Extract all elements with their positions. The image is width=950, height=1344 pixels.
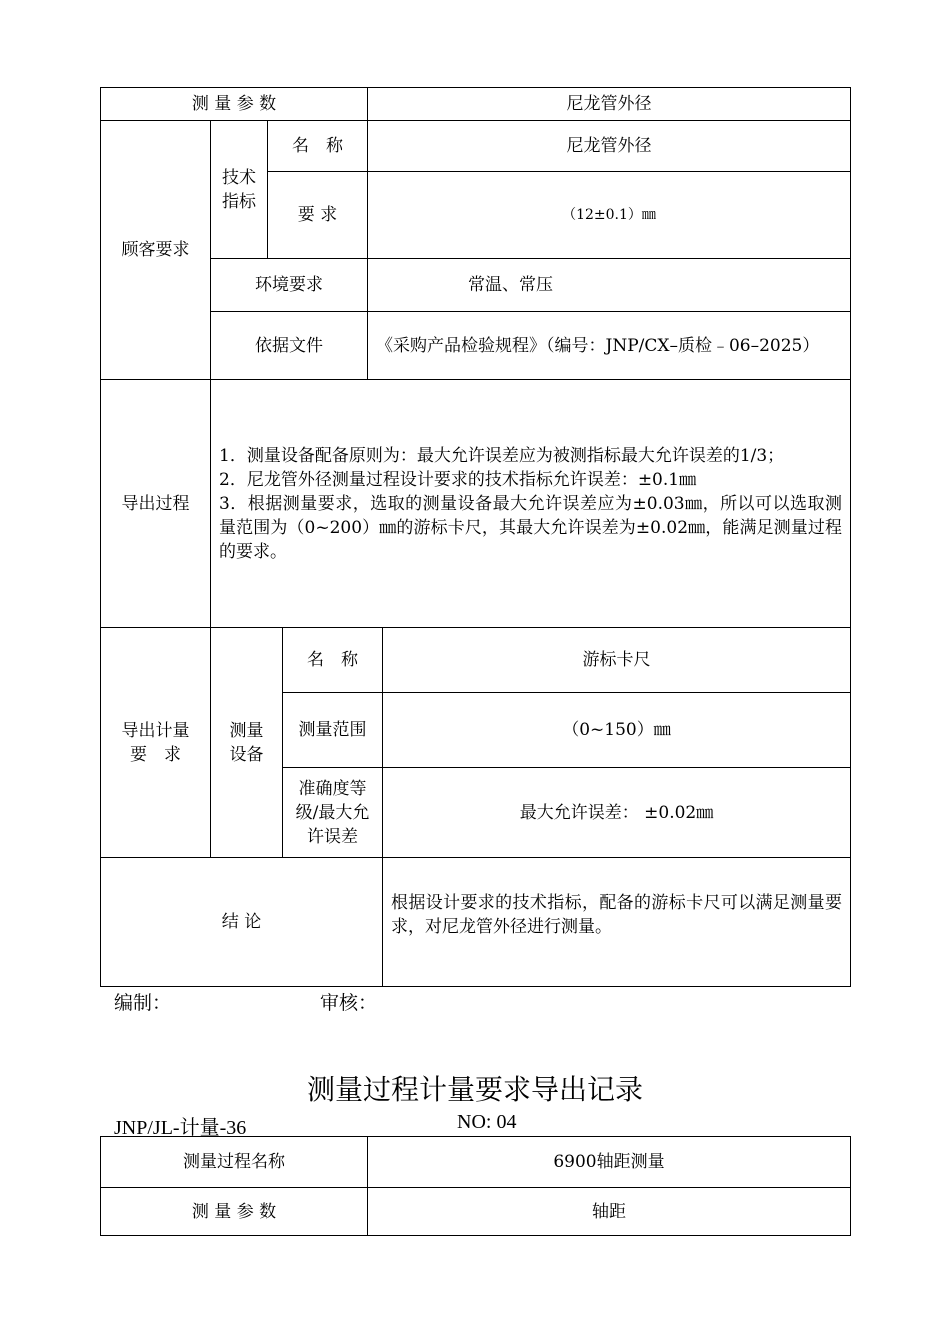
name-value: 尼龙管外径 bbox=[367, 120, 851, 172]
param-value-2: 轴距 bbox=[367, 1187, 851, 1236]
derive-text bbox=[219, 444, 842, 564]
reviewed-by-label: 审核： bbox=[320, 992, 378, 1014]
eq-name-label: 名 称 bbox=[282, 627, 383, 693]
equipment-line-1: 测量 bbox=[229, 720, 264, 741]
basis-value-text: 《采购产品检验规程》（编号：JNP/CX–质检﹣06–2025） bbox=[376, 335, 820, 356]
eq-accuracy-line-2: 级/最大允 bbox=[295, 802, 370, 823]
eq-accuracy-label bbox=[282, 767, 383, 858]
param-label: 测 量 参 数 bbox=[100, 87, 368, 121]
conclusion-label: 结 论 bbox=[100, 857, 383, 987]
basis-value bbox=[367, 311, 851, 380]
basis-label: 依据文件 bbox=[210, 311, 368, 380]
metro-req-line-2: 要 求 bbox=[130, 744, 181, 765]
record-number: NO: 04 bbox=[457, 1111, 517, 1133]
req-value: （12±0.1）㎜ bbox=[367, 171, 851, 259]
eq-name-value: 游标卡尺 bbox=[382, 627, 851, 693]
param-value: 尼龙管外径 bbox=[367, 87, 851, 121]
env-value-text: 常温、常压 bbox=[468, 275, 553, 295]
derive-item-3: 3．根据测量要求，选取的测量设备最大允许误差应为±0.03㎜，所以可以选取测量范围为（0~200）㎜的游标卡尺，其最大允许误差为±0.02㎜，能满足测量过程的要求。 bbox=[219, 493, 842, 562]
env-value bbox=[367, 258, 851, 312]
compiled-by-label: 编制： bbox=[114, 992, 172, 1014]
eq-range-value: （0~150）㎜ bbox=[382, 692, 851, 768]
conclusion-value-box bbox=[382, 857, 851, 987]
equipment-line-2: 设备 bbox=[229, 744, 264, 765]
doc-code: JNP/JL-计量-36 bbox=[114, 1117, 247, 1139]
eq-accuracy-line-3: 许误差 bbox=[307, 826, 358, 847]
req-label: 要 求 bbox=[267, 171, 368, 259]
metro-req-line-1: 导出计量 bbox=[121, 720, 190, 741]
conclusion-value: 根据设计要求的技术指标，配备的游标卡尺可以满足测量要求，对尼龙管外径进行测量。 bbox=[391, 893, 842, 937]
param-label-2: 测 量 参 数 bbox=[100, 1187, 368, 1236]
record-title: 测量过程计量要求导出记录 bbox=[306, 1073, 643, 1106]
eq-accuracy-value: 最大允许误差： ±0.02㎜ bbox=[382, 767, 851, 858]
derive-text-box bbox=[210, 379, 851, 628]
eq-accuracy-line-1: 准确度等 bbox=[298, 778, 367, 799]
tech-index-line-2: 指标 bbox=[222, 191, 256, 212]
env-label: 环境要求 bbox=[210, 258, 368, 312]
tech-index-label bbox=[210, 120, 268, 259]
derive-item-1: 1．测量设备配备原则为：最大允许误差应为被测指标最大允许误差的1/3； bbox=[219, 445, 785, 466]
process-name-label: 测量过程名称 bbox=[100, 1136, 368, 1188]
metro-req-label bbox=[100, 627, 211, 858]
name-label: 名 称 bbox=[267, 120, 368, 172]
customer-req-label: 顾客要求 bbox=[100, 120, 211, 380]
equipment-label bbox=[210, 627, 283, 858]
tech-index-line-1: 技术 bbox=[222, 167, 256, 188]
derive-label: 导出过程 bbox=[100, 379, 211, 628]
derive-item-2: 2．尼龙管外径测量过程设计要求的技术指标允许误差：±0.1㎜ bbox=[219, 469, 697, 490]
eq-range-label: 测量范围 bbox=[282, 692, 383, 768]
process-name-value: 6900轴距测量 bbox=[367, 1136, 851, 1188]
